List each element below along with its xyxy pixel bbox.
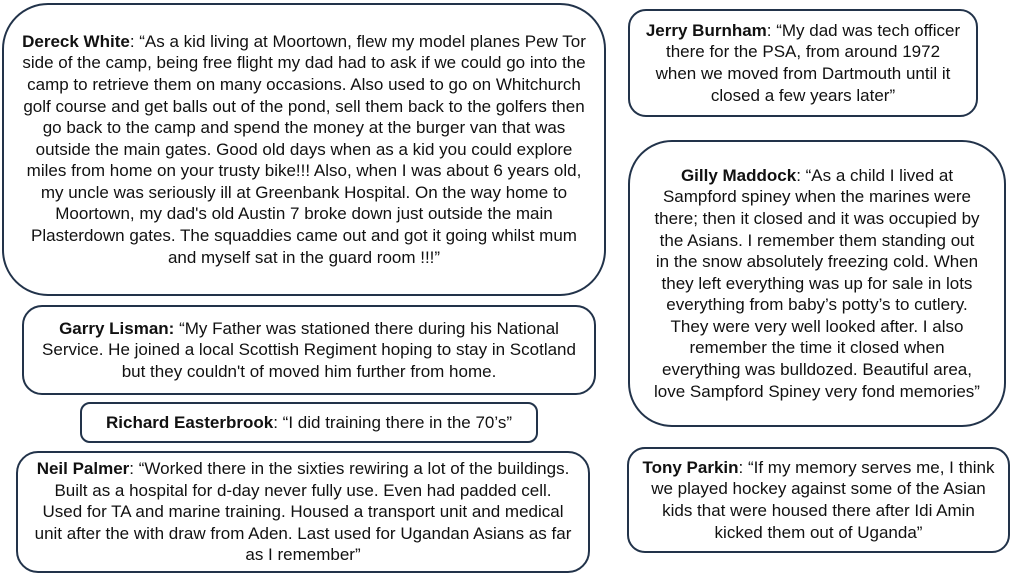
quote-text (22, 31, 586, 269)
quote-body: : “As a kid living at Moortown, flew my model planes Pew Tor side of the camp, being free flight my dad had to ask if we could go into the camp to retrieve them on many occasions. Also used to go on Whitchurch golf course and get balls out of the pond, sell them back to the golfers then go back to the camp and spend the money at the burger van that was outside the main gates. Good old days when as a kid you could explore miles from home on your trusty bike!!! Also, when I was about 6 years old, my uncle was seriously ill at Greenbank Hospital. On the way home to Moortown, my dad's old Austin 7 broke down just outside the main Plasterdown gates. The squaddies came out and got it going whilst mum and myself sat in the guard room !!!” (22, 31, 586, 267)
quote-author: Gilly Maddock (680, 165, 797, 185)
quote-body: : “Worked there in the sixties rewiring a lot of the buildings. Built as a hospital for d-day never fully use. Even had padded cell. Used for TA and marine training. Housed a transport unit and medical unit after the with draw from Aden. Last used for Ugandan Asians as far as I remember” (34, 459, 572, 565)
quote-text (106, 412, 512, 434)
quote-author: Garry Lisman: (59, 318, 175, 338)
quote-body: : “My dad was tech officer there for the PSA, from around 1972 when we moved from Dartmouth until it closed a few years later” (655, 20, 961, 105)
quote-card-dereck-white (2, 3, 606, 296)
quote-body: “My Father was stationed there during his National Service. He joined a local Scottish Regiment hoping to stay in Scotland but they couldn't of moved him further from home. (42, 318, 576, 381)
quote-author: Tony Parkin (642, 457, 739, 477)
quote-text (34, 458, 572, 566)
quote-card-jerry-burnham (628, 9, 978, 117)
quote-text (38, 318, 580, 383)
quote-card-garry-lisman (22, 305, 596, 395)
quote-text (644, 20, 962, 106)
quote-card-gilly-maddock (628, 140, 1006, 427)
quote-body: : “If my memory serves me, I think we played hockey against some of the Asian kids that were housed there after Idi Amin kicked them out of Uganda” (651, 457, 995, 542)
quote-text (652, 165, 982, 403)
quote-body: : “I did training there in the 70’s” (273, 412, 512, 432)
quote-card-richard-easterbrook (80, 402, 538, 443)
quote-author: Jerry Burnham (645, 20, 767, 40)
quote-author: Neil Palmer (36, 459, 130, 479)
quote-card-tony-parkin (627, 447, 1010, 553)
quote-author: Dereck White (22, 31, 130, 51)
quote-card-neil-palmer (16, 451, 590, 573)
quote-text (639, 457, 998, 543)
quote-body: : “As a child I lived at Sampford spiney when the marines were there; then it closed and it was occupied by the Asians. I remember them standing out in the snow absolutely freezing cold. When they left everything was up for sale in lots everything from baby’s potty’s to cutlery. They were very well looked after. I also remember the time it closed when everything was bulldozed. Beautiful area, love Sampford Spiney very fond memories” (654, 165, 980, 401)
quote-author: Richard Easterbrook (106, 412, 274, 432)
